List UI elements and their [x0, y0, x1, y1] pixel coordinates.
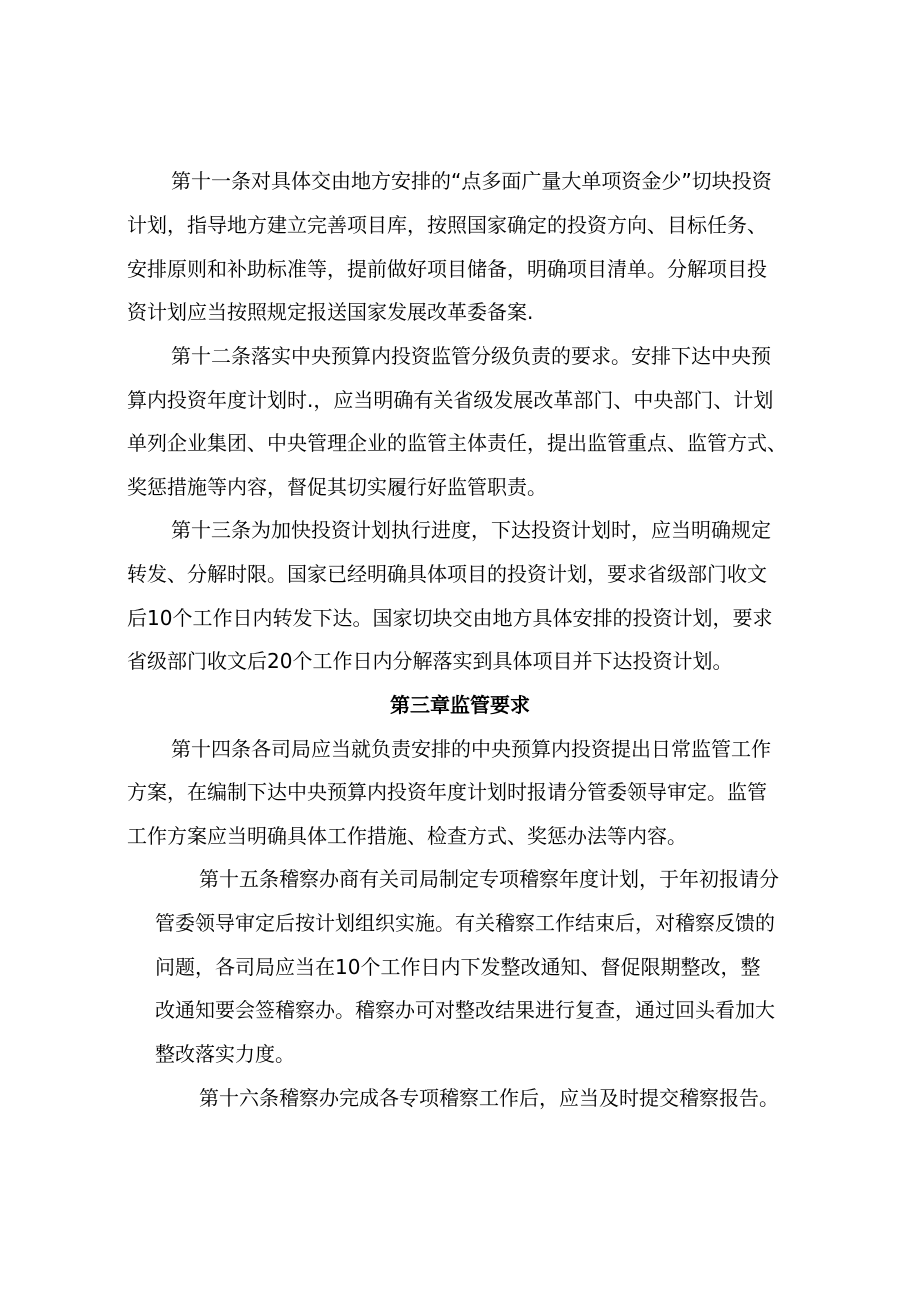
article-13-line-2: 转发、分解时限。国家已经明确具体项目的投资计划，要求省级部门收文: [127, 562, 767, 586]
article-13-line-1: 第十三条为加快投资计划执行进度，下达投资计划时，应当明确规定: [171, 518, 771, 542]
article-13-line-3: 后10个工作日内转发下达。国家切块交由地方具体安排的投资计划，要求: [127, 606, 773, 630]
chapter-heading: 第三章监管要求: [390, 693, 530, 717]
article-15-line-4: 改通知要会签稽察办。稽察办可对整改结果进行复查，通过回头看加大: [155, 998, 775, 1022]
article-15-line-3: 问题，各司局应当在10个工作日内下发整改通知、督促限期整改，整: [155, 955, 761, 979]
article-12-line-3: 单列企业集团、中央管理企业的监管主体责任，提出监管重点、监管方式、: [127, 431, 787, 455]
article-11-line-3: 安排原则和补助标准等，提前做好项目储备，明确项目清单。分解项目投: [127, 257, 767, 281]
article-15-line-1: 第十五条稽察办商有关司局制定专项稽察年度计划，于年初报请分: [199, 867, 779, 891]
article-11-line-1: 第十一条对具体交由地方安排的“点多面广量大单项资金少”切块投资: [171, 169, 772, 193]
article-11-line-4: 资计划应当按照规定报送国家发展改革委备案.: [127, 300, 534, 324]
article-12-line-4: 奖惩措施等内容，督促其切实履行好监管职责。: [127, 475, 547, 499]
article-14-line-3: 工作方案应当明确具体工作措施、检查方式、奖惩办法等内容。: [127, 824, 687, 848]
article-11-line-2: 计划，指导地方建立完善项目库，按照国家确定的投资方向、目标任务、: [127, 213, 767, 237]
article-12-line-1: 第十二条落实中央预算内投资监管分级负责的要求。安排下达中央预: [171, 344, 771, 368]
article-13-line-4: 省级部门收文后20个工作日内分解落实到具体项目并下达投资计划。: [127, 649, 733, 673]
article-15-line-5: 整改落实力度。: [155, 1042, 295, 1066]
article-12-line-2: 算内投资年度计划时.，应当明确有关省级发展改革部门、中央部门、计划: [127, 388, 774, 412]
article-16-line-1: 第十六条稽察办完成各专项稽察工作后，应当及时提交稽察报告。: [199, 1086, 779, 1110]
article-14-line-1: 第十四条各司局应当就负责安排的中央预算内投资提出日常监管工作: [171, 737, 771, 761]
article-15-line-2: 管委领导审定后按计划组织实施。有关稽察工作结束后，对稽察反馈的: [155, 911, 775, 935]
article-14-line-2: 方案，在编制下达中央预算内投资年度计划时报请分管委领导审定。监管: [127, 780, 767, 804]
